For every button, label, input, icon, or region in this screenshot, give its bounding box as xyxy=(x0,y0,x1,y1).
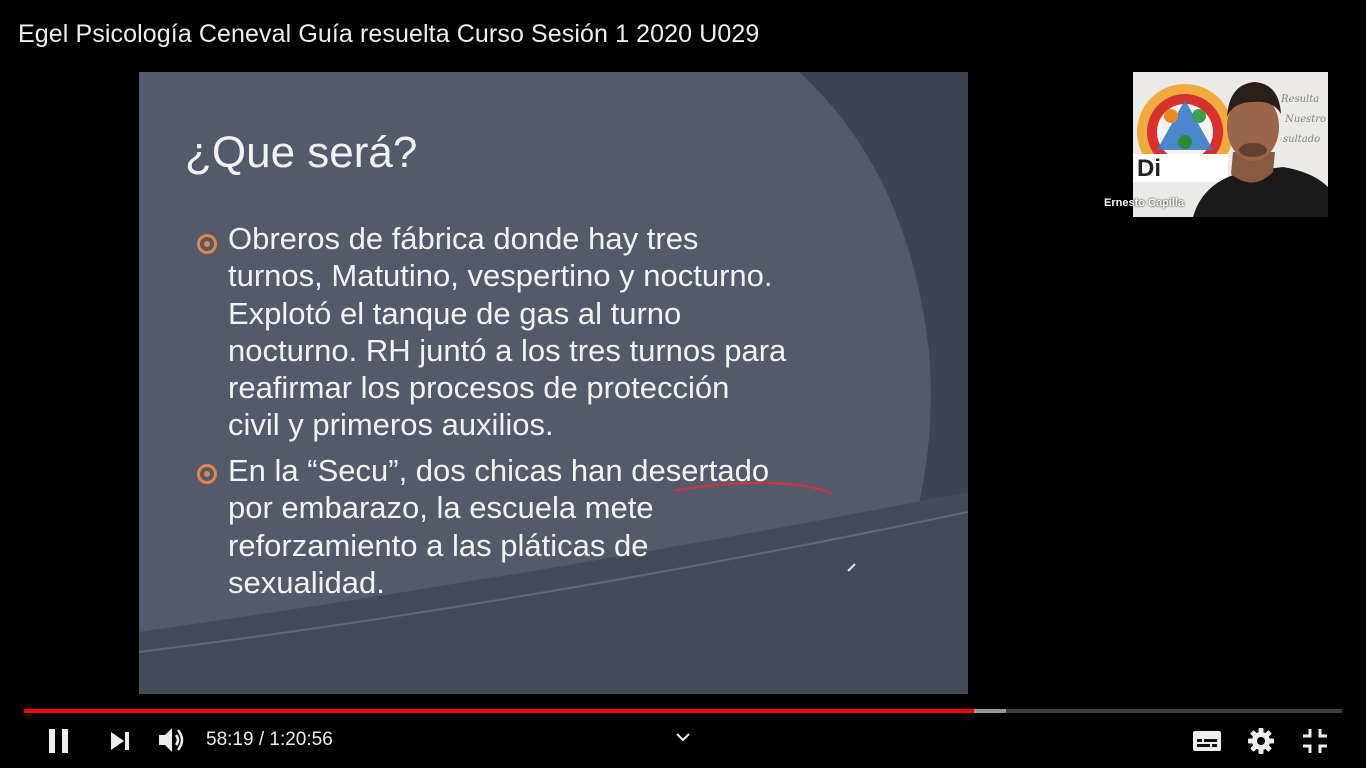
bullet-line: En la “Secu”, dos chicas han desertado xyxy=(228,453,770,488)
exit-fullscreen-icon xyxy=(1302,728,1328,754)
presenter-video xyxy=(1133,72,1328,217)
slide-bullet xyxy=(228,452,868,601)
time-display: 58:19 / 1:20:56 xyxy=(206,729,333,750)
volume-icon xyxy=(157,726,187,754)
logo-lettering: Di xyxy=(1137,155,1161,182)
exit-fullscreen-button[interactable] xyxy=(1296,722,1334,760)
presenter-name: Ernesto Capilla xyxy=(1104,197,1185,209)
gear-icon xyxy=(1247,727,1275,755)
progress-bar[interactable] xyxy=(24,709,1342,713)
bullet-line: Explotó el tanque de gas al turno xyxy=(228,295,682,331)
next-button[interactable] xyxy=(102,722,138,760)
bullet-marker-icon xyxy=(197,464,217,484)
bullet-line: reforzamiento a las pláticas de xyxy=(228,527,649,563)
pause-icon xyxy=(47,728,71,754)
next-icon xyxy=(109,730,131,752)
chevron-down-icon xyxy=(675,732,691,742)
bullet-line: nocturno. RH juntó a los tres turnos para xyxy=(228,332,787,368)
pause-button[interactable] xyxy=(40,722,78,760)
bullet-marker-icon xyxy=(197,234,217,254)
slide-title: ¿Que será? xyxy=(185,128,418,177)
slide-bullet xyxy=(228,220,868,444)
svg-text:Resulta: Resulta xyxy=(1281,94,1320,105)
subtitles-button[interactable] xyxy=(1188,722,1226,760)
bullet-line: turnos, Matutino, vespertino y nocturno. xyxy=(228,258,773,294)
svg-text:sultado: sultado xyxy=(1283,134,1321,145)
bullet-line: reafirmar los procesos de protección xyxy=(228,370,730,406)
subtitles-icon xyxy=(1192,729,1222,753)
progress-played xyxy=(24,709,974,713)
settings-button[interactable] xyxy=(1242,722,1280,760)
webcam-overlay xyxy=(1133,72,1328,217)
video-frame-slide[interactable] xyxy=(139,72,968,694)
bullet-line: por embarazo, la escuela mete xyxy=(228,490,654,526)
bullet-line: civil y primeros auxilios. xyxy=(228,407,554,443)
volume-button[interactable] xyxy=(152,720,192,760)
bullet-line: sexualidad. xyxy=(228,564,385,600)
svg-text:Nuestro: Nuestro xyxy=(1285,114,1327,125)
bullet-line: Obreros de fábrica donde hay tres xyxy=(228,221,699,256)
chapters-toggle[interactable] xyxy=(670,726,696,748)
video-title: Egel Psicología Ceneval Guía resuelta Curso Sesión 1 2020 U029 xyxy=(18,20,760,48)
